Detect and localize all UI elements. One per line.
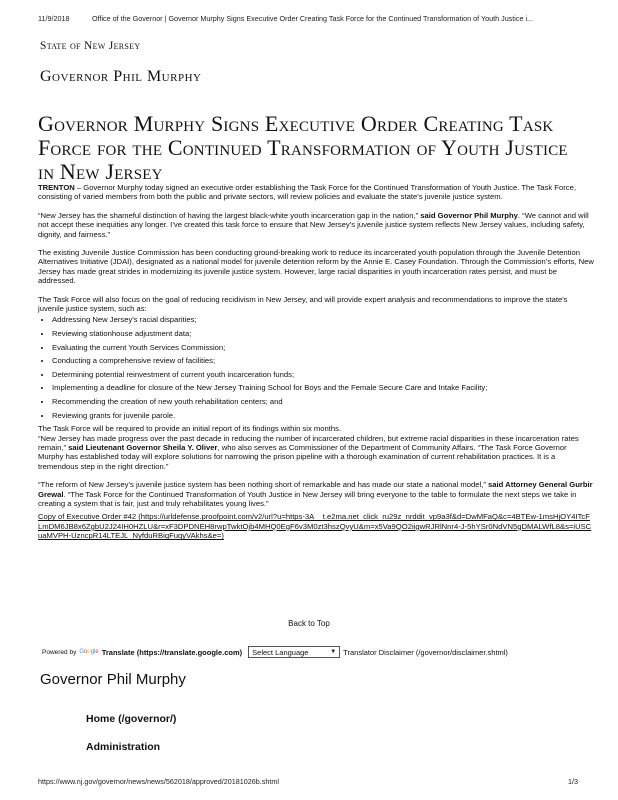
article-paragraph: The existing Juvenile Justice Commission has been conducting ground-breaking work to reduce its incarcerated youth population through the Juvenile Detention Alternatives Initiative (JDAI), designated as a national model for juvenile detention reform by the Annie E. Casey Foundation. Through the Commission’s efforts, New Jersey has made great strides in modernizing its juvenile justice system. However, large racial disparities in youth incarceration rates persist, and must be addressed.	[38, 248, 594, 286]
list-item: • Conducting a comprehensive review of facilities;	[52, 356, 594, 365]
footer-governor-name: Governor Phil Murphy	[40, 671, 186, 688]
state-name-link[interactable]: State of New Jersey	[40, 40, 141, 52]
print-url: https://www.nj.gov/governor/news/news/562018/approved/20181026b.shtml	[38, 777, 279, 786]
translator-disclaimer-link[interactable]: Translator Disclaimer (/governor/disclaimer.shtml)	[343, 647, 508, 657]
back-to-top-link[interactable]: Back to Top	[288, 619, 330, 628]
list-item: • Addressing New Jersey's racial disparities;	[52, 315, 594, 324]
language-select[interactable]	[248, 646, 340, 658]
article-paragraph: The Task Force will also focus on the goal of reducing recidivism in New Jersey, and will provide expert analysis and recommendations to improve the state's juvenile justice system, such as:	[38, 294, 568, 314]
governor-name-link[interactable]: Governor Phil Murphy	[40, 68, 202, 85]
translate-link[interactable]: Translate (https://translate.google.com)	[101, 647, 243, 657]
translate-bar	[42, 646, 508, 658]
article-paragraph: “New Jersey has the shameful distinction of having the largest black-white youth incarceration gap in the nation,” said Governor Phil Murphy. “We cannot and will not accept these inequities any longer. I’ve created this task force to ensure that New Jersey's juvenile justice system reflects New Jersey values, including safety, dignity, and fairness.”	[38, 210, 589, 239]
list-item: • Evaluating the current Youth Services Commission;	[52, 343, 594, 352]
dropdown-arrow-icon: ▼	[330, 649, 337, 655]
list-item: • Implementing a deadline for closure of the New Jersey Training School for Boys and the Female Secure Care and Intake Facility;	[52, 383, 594, 392]
article-paragraph: The Task Force will be required to provide an initial report of its findings within six months. “New Jersey has made progress over the past decade in reducing the number of incarcerated children, but extreme racial disparities in these incarceration rates remain,” said Lieutenant Governor Sheila Y. Oliver, who also serves as Commissioner of the Department of Community Affairs. “The Task Force Governor Murphy has established today will explore solutions for narrowing the prison pipeline with a thorough examination of current rehabilitation practices. It is a tremendous step in the right direction.”	[38, 424, 579, 471]
print-page-number: 1/3	[568, 777, 578, 786]
footer-nav-home[interactable]: Home (/governor/)	[86, 713, 177, 725]
article-body	[38, 183, 594, 541]
list-item: • Reviewing grants for juvenile parole.	[52, 411, 594, 420]
dateline: TRENTON	[38, 183, 75, 192]
quote-attribution: said Lieutenant Governor Sheila Y. Oliver	[68, 443, 218, 453]
language-select-value: Select Language	[252, 647, 309, 657]
page-title: Governor Murphy Signs Executive Order Creating Task Force for the Continued Transformation of Youth Justice in New Jersey	[38, 111, 568, 184]
quote-attribution: said Governor Phil Murphy	[420, 210, 518, 220]
list-item: • Recommending the creation of new youth rehabilitation centers; and	[52, 397, 594, 406]
article-paragraph: TRENTON – Governor Murphy today signed an executive order establishing the Task Force for the Continued Transformation of Youth Justice. The Task Force, consisting of varied members from both the public and private sectors, will review policies and evaluate the state's juvenile justice system.	[38, 183, 576, 202]
list-item: • Reviewing stationhouse adjustment data;	[52, 329, 594, 338]
recommendations-list	[38, 315, 594, 420]
list-item: • Determining potential reinvestment of current youth incarceration funds;	[52, 370, 594, 379]
executive-order-link[interactable]: Copy of Executive Order #42 (https://urldefense.proofpoint.com/v2/url?u=https-3A__t.e2ma.net_click_ru29z_nrddit_vp9a3f&d=DwMFaQ&c=4BTEw-1msHjOY4ITcFLmDM6JB8x6ZgbU2J24IH0HZLU&r=xF3DPDNEH8rwpTwktOjb4MHQ0EgF6v3M0zt3hszQvyU&m=x5Va9QO2iigwRJRlNnr4-J-5hYSr0NdVN5gDMALWfL8&s=iUSCuaMVPH-UzncpR14LTEJL_NyfduRBigFuqyVAkhs&e=)	[38, 512, 592, 541]
article-paragraph: “The reform of New Jersey’s juvenile justice system has been nothing short of remarkable and has made our state a national model,” said Attorney General Gurbir Grewal. “The Task Force for the Continued Transformation of Youth Justice in New Jersey will bring everyone to the table to formulate the next steps we take in creating a system that is fair, just and truly rehabilitates young lives.”	[38, 480, 593, 509]
google-logo-icon: Google	[79, 649, 99, 655]
powered-by-label: Powered by	[42, 648, 77, 656]
print-date: 11/9/2018	[38, 14, 70, 23]
footer-nav-administration[interactable]: Administration	[86, 741, 161, 753]
print-page-title: Office of the Governor | Governor Murphy Signs Executive Order Creating Task Force for the Continued Transformation of Youth Justice i...	[92, 14, 534, 23]
quote-attribution: said Attorney General Gurbir Grewal	[38, 480, 593, 499]
